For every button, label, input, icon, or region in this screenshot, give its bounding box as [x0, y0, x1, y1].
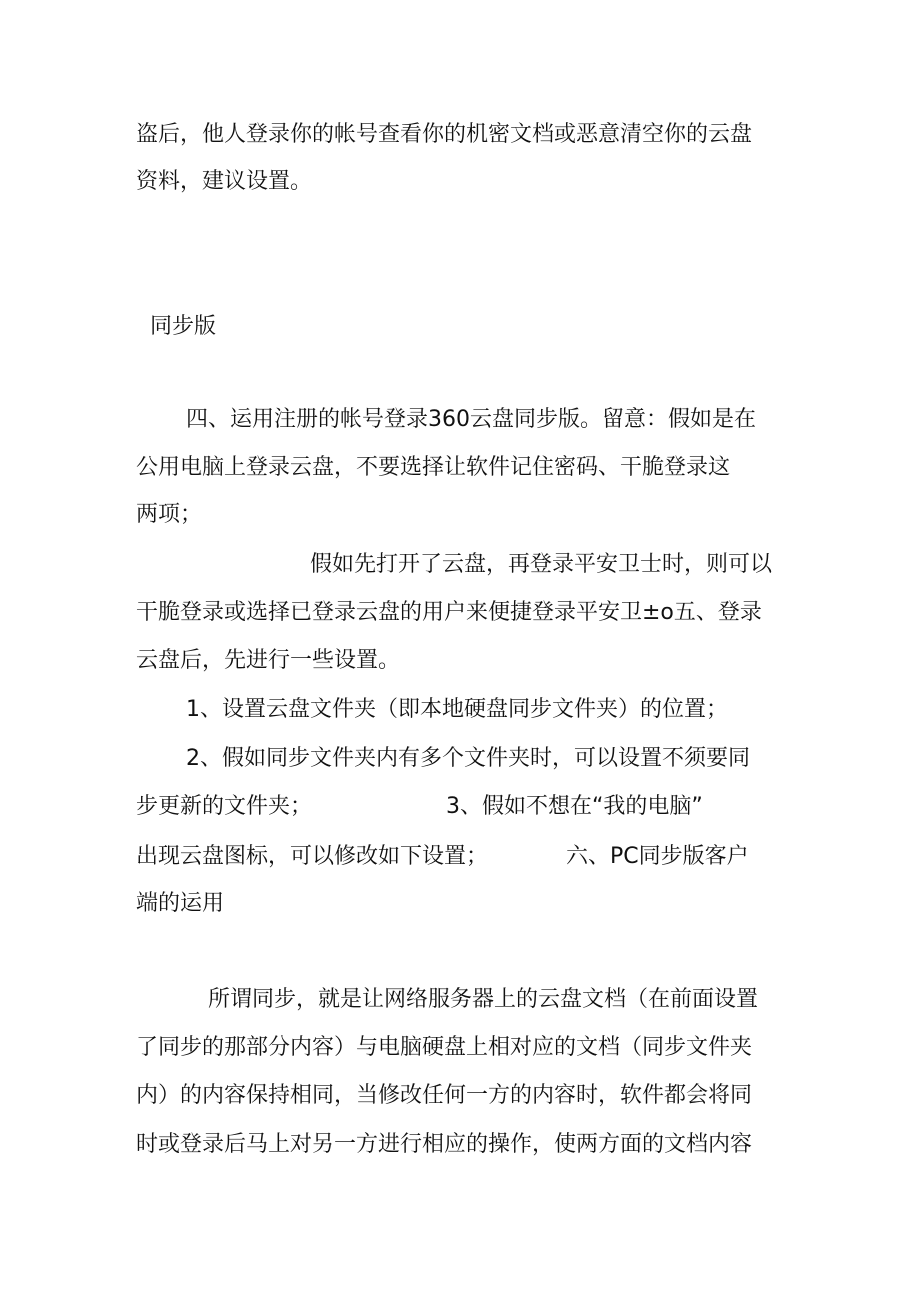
paragraph-2-line-1: 四、运用注册的帐号登录360云盘同步版。留意：假如是在: [186, 407, 756, 432]
paragraph-4-line-3: 内）的内容保持相同，当修改任何一方的内容时，软件都会将同: [136, 1083, 753, 1108]
paragraph-4-line-1: 所谓同步，就是让网络服务器上的云盘文档（在前面设置: [208, 987, 759, 1012]
paragraph-4-line-2: 了同步的那部分内容）与电脑硬盘上相对应的文档（同步文件夹: [136, 1035, 753, 1060]
list-item-3-line-2: 出现云盘图标，可以修改如下设置；: [136, 844, 489, 869]
paragraph-3-line-1: 假如先打开了云盘，再登录平安卫士时，则可以: [310, 552, 773, 577]
list-item-2-line-2: 步更新的文件夹；: [136, 794, 313, 819]
paragraph-2-line-2: 公用电脑上登录云盘，不要选择让软件记住密码、干脆登录这: [136, 455, 731, 480]
paragraph-3-line-2: 干脆登录或选择已登录云盘的用户来便捷登录平安卫±o五、登录: [136, 600, 762, 625]
list-item-1: 1、设置云盘文件夹（即本地硬盘同步文件夹）的位置；: [186, 697, 728, 722]
section-6-heading-start: 六、PC同步版客户: [566, 844, 749, 869]
list-item-3-start: 3、假如不想在“我的电脑”: [446, 794, 703, 819]
paragraph-1-line-2: 资料，建议设置。: [136, 169, 313, 194]
paragraph-1-line-1: 盗后，他人登录你的帐号查看你的机密文档或恶意清空你的云盘: [136, 122, 753, 147]
paragraph-4-line-4: 时或登录后马上对另一方进行相应的操作，使两方面的文档内容: [136, 1132, 753, 1157]
section-heading-sync-edition: 同步版: [150, 314, 217, 339]
section-6-heading-end: 端的运用: [136, 891, 225, 916]
paragraph-3-line-3: 云盘后，先进行一些设置。: [136, 648, 401, 673]
list-item-2-line-1: 2、假如同步文件夹内有多个文件夹时，可以设置不须要同: [186, 746, 750, 771]
paragraph-2-line-3: 两项；: [136, 502, 203, 527]
